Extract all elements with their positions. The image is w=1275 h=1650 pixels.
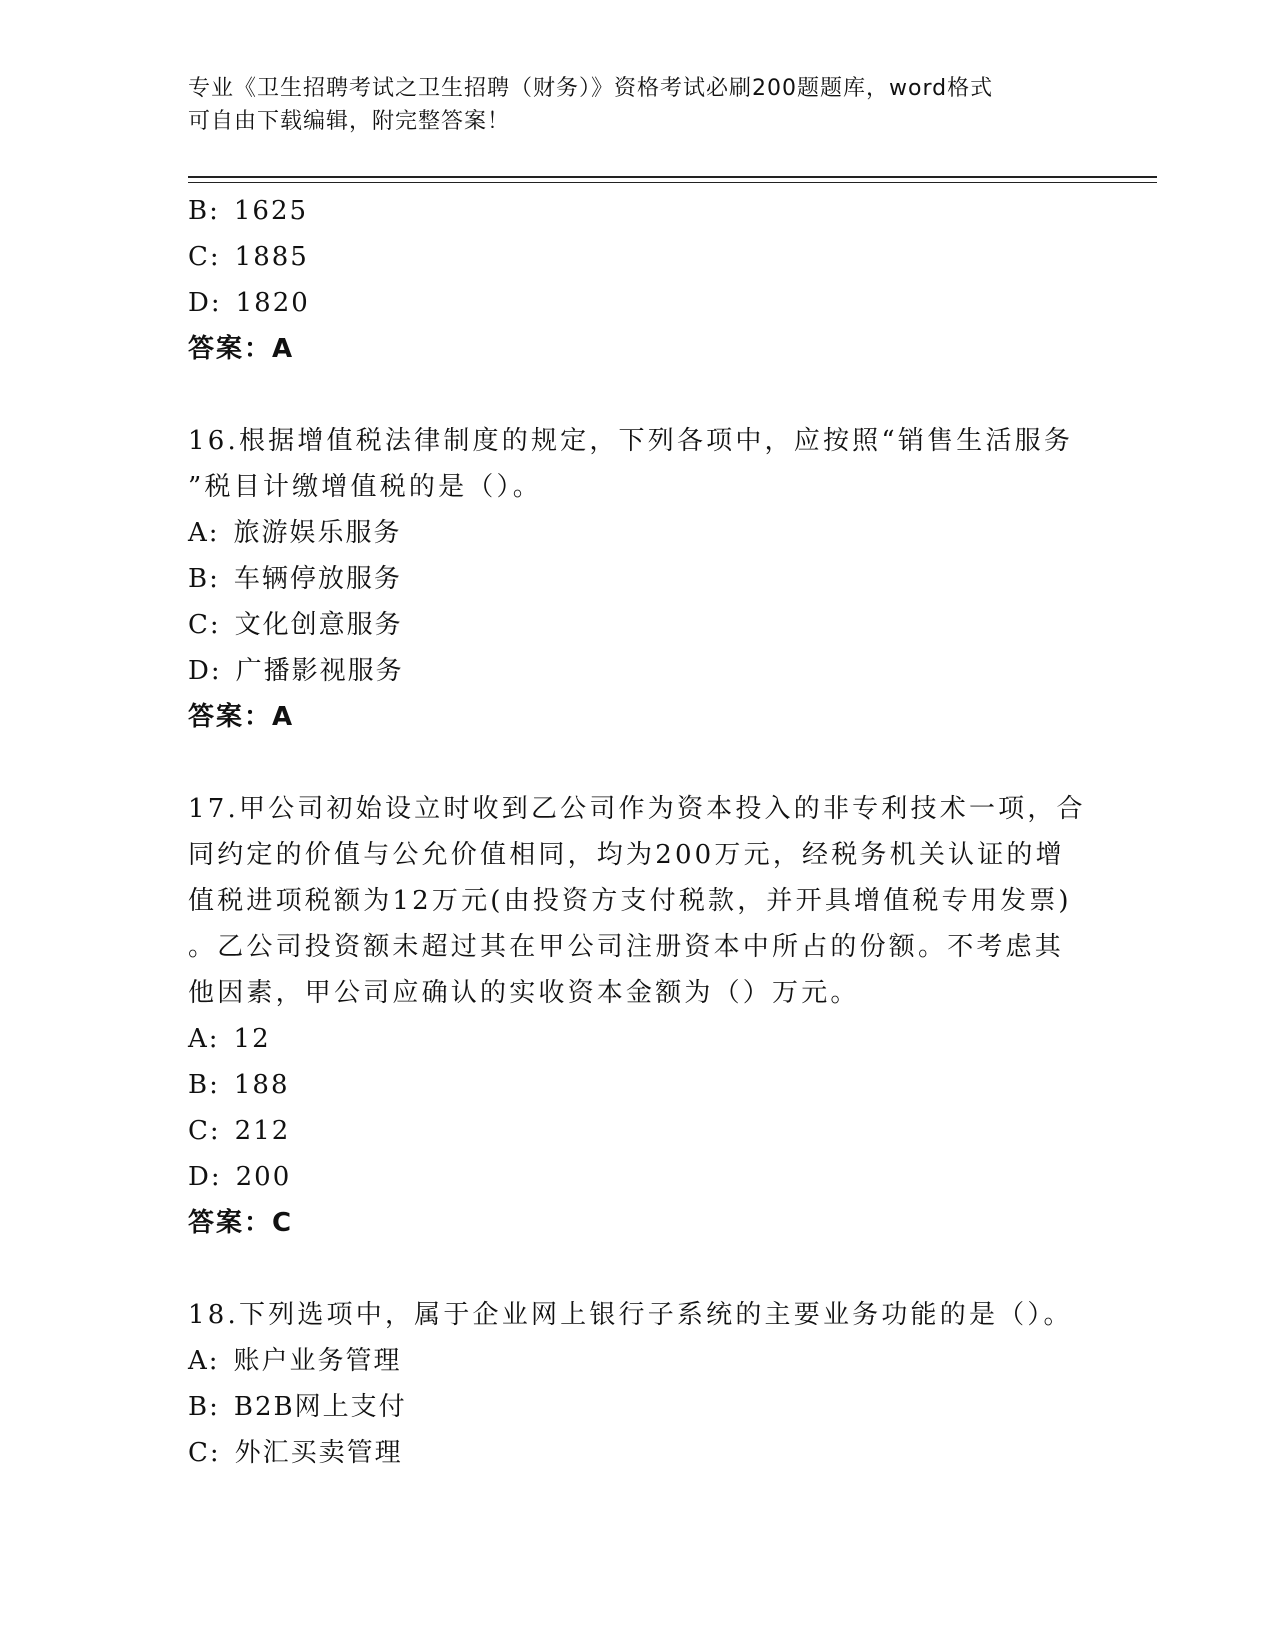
option-text: 200: [235, 1162, 292, 1192]
option-a: [188, 1016, 1088, 1062]
question-15-tail: [188, 188, 1088, 372]
question-17: [188, 786, 1088, 1246]
option-text: 广播影视服务: [235, 656, 404, 686]
option-text: 1625: [233, 196, 309, 226]
spacer: [188, 1246, 1088, 1292]
option-c: [188, 234, 1088, 280]
option-text: 外汇买卖管理: [234, 1438, 403, 1468]
option-label: A:: [188, 1024, 220, 1054]
answer: 答案：A: [188, 334, 295, 364]
header-line-1: 专业《卫生招聘考试之卫生招聘（财务）》资格考试必刷200题题库，word格式: [188, 76, 994, 101]
header-divider: [188, 176, 1157, 178]
option-text: B2B网上支付: [233, 1392, 407, 1422]
answer: 答案：A: [188, 702, 295, 732]
option-label: C:: [188, 1116, 221, 1146]
option-c: [188, 1108, 1088, 1154]
option-label: A:: [188, 518, 220, 548]
option-text: 旅游娱乐服务: [233, 518, 402, 548]
option-text: 188: [233, 1070, 290, 1100]
option-text: 文化创意服务: [234, 610, 403, 640]
question-text-line: 16.根据增值税法律制度的规定，下列各项中，应按照“销售生活服务: [188, 426, 1074, 456]
option-text: 1820: [235, 288, 310, 318]
option-a: [188, 1338, 1088, 1384]
option-text: 12: [233, 1024, 271, 1054]
option-c: [188, 1430, 1088, 1476]
option-label: B:: [188, 1070, 220, 1100]
option-label: B:: [188, 1392, 220, 1422]
option-d: [188, 1154, 1088, 1200]
option-label: B:: [188, 196, 220, 226]
option-b: [188, 1384, 1088, 1430]
question-text-line: 值税进项税额为12万元(由投资方支付税款，并开具增值税专用发票): [188, 886, 1072, 916]
question-18: [188, 1292, 1088, 1476]
option-label: C:: [188, 610, 221, 640]
question-content: [188, 188, 1088, 1476]
question-text-line: 17.甲公司初始设立时收到乙公司作为资本投入的非专利技术一项，合: [188, 794, 1086, 824]
option-label: D:: [188, 288, 222, 318]
question-text-line: ”税目计缴增值税的是（）。: [188, 472, 542, 502]
question-text-line: 同约定的价值与公允价值相同，均为200万元，经税务机关认证的增: [188, 840, 1065, 870]
header-divider-thin: [188, 182, 1157, 183]
option-label: D:: [188, 656, 222, 686]
question-text-line: 。乙公司投资额未超过其在甲公司注册资本中所占的份额。不考虑其: [188, 932, 1065, 962]
spacer: [188, 372, 1088, 418]
spacer: [188, 740, 1088, 786]
option-label: C:: [188, 242, 221, 272]
option-text: 212: [234, 1116, 291, 1146]
question-text-line: 他因素，甲公司应确认的实收资本金额为（）万元。: [188, 978, 860, 1008]
option-label: B:: [188, 564, 220, 594]
option-a: [188, 510, 1088, 556]
option-text: 1885: [234, 242, 309, 272]
option-text: 车辆停放服务: [233, 564, 402, 594]
option-c: [188, 602, 1088, 648]
answer: 答案：C: [188, 1208, 294, 1238]
option-b: [188, 188, 1088, 234]
option-text: 账户业务管理: [233, 1346, 402, 1376]
option-b: [188, 556, 1088, 602]
option-b: [188, 1062, 1088, 1108]
question-text-line: 18.下列选项中，属于企业网上银行子系统的主要业务功能的是（）。: [188, 1300, 1073, 1330]
header-line-2: 可自由下载编辑，附完整答案！: [188, 109, 511, 134]
option-label: C:: [188, 1438, 221, 1468]
document-header: [188, 72, 1068, 138]
option-d: [188, 648, 1088, 694]
option-label: A:: [188, 1346, 220, 1376]
option-d: [188, 280, 1088, 326]
question-16: [188, 418, 1088, 740]
option-label: D:: [188, 1162, 222, 1192]
